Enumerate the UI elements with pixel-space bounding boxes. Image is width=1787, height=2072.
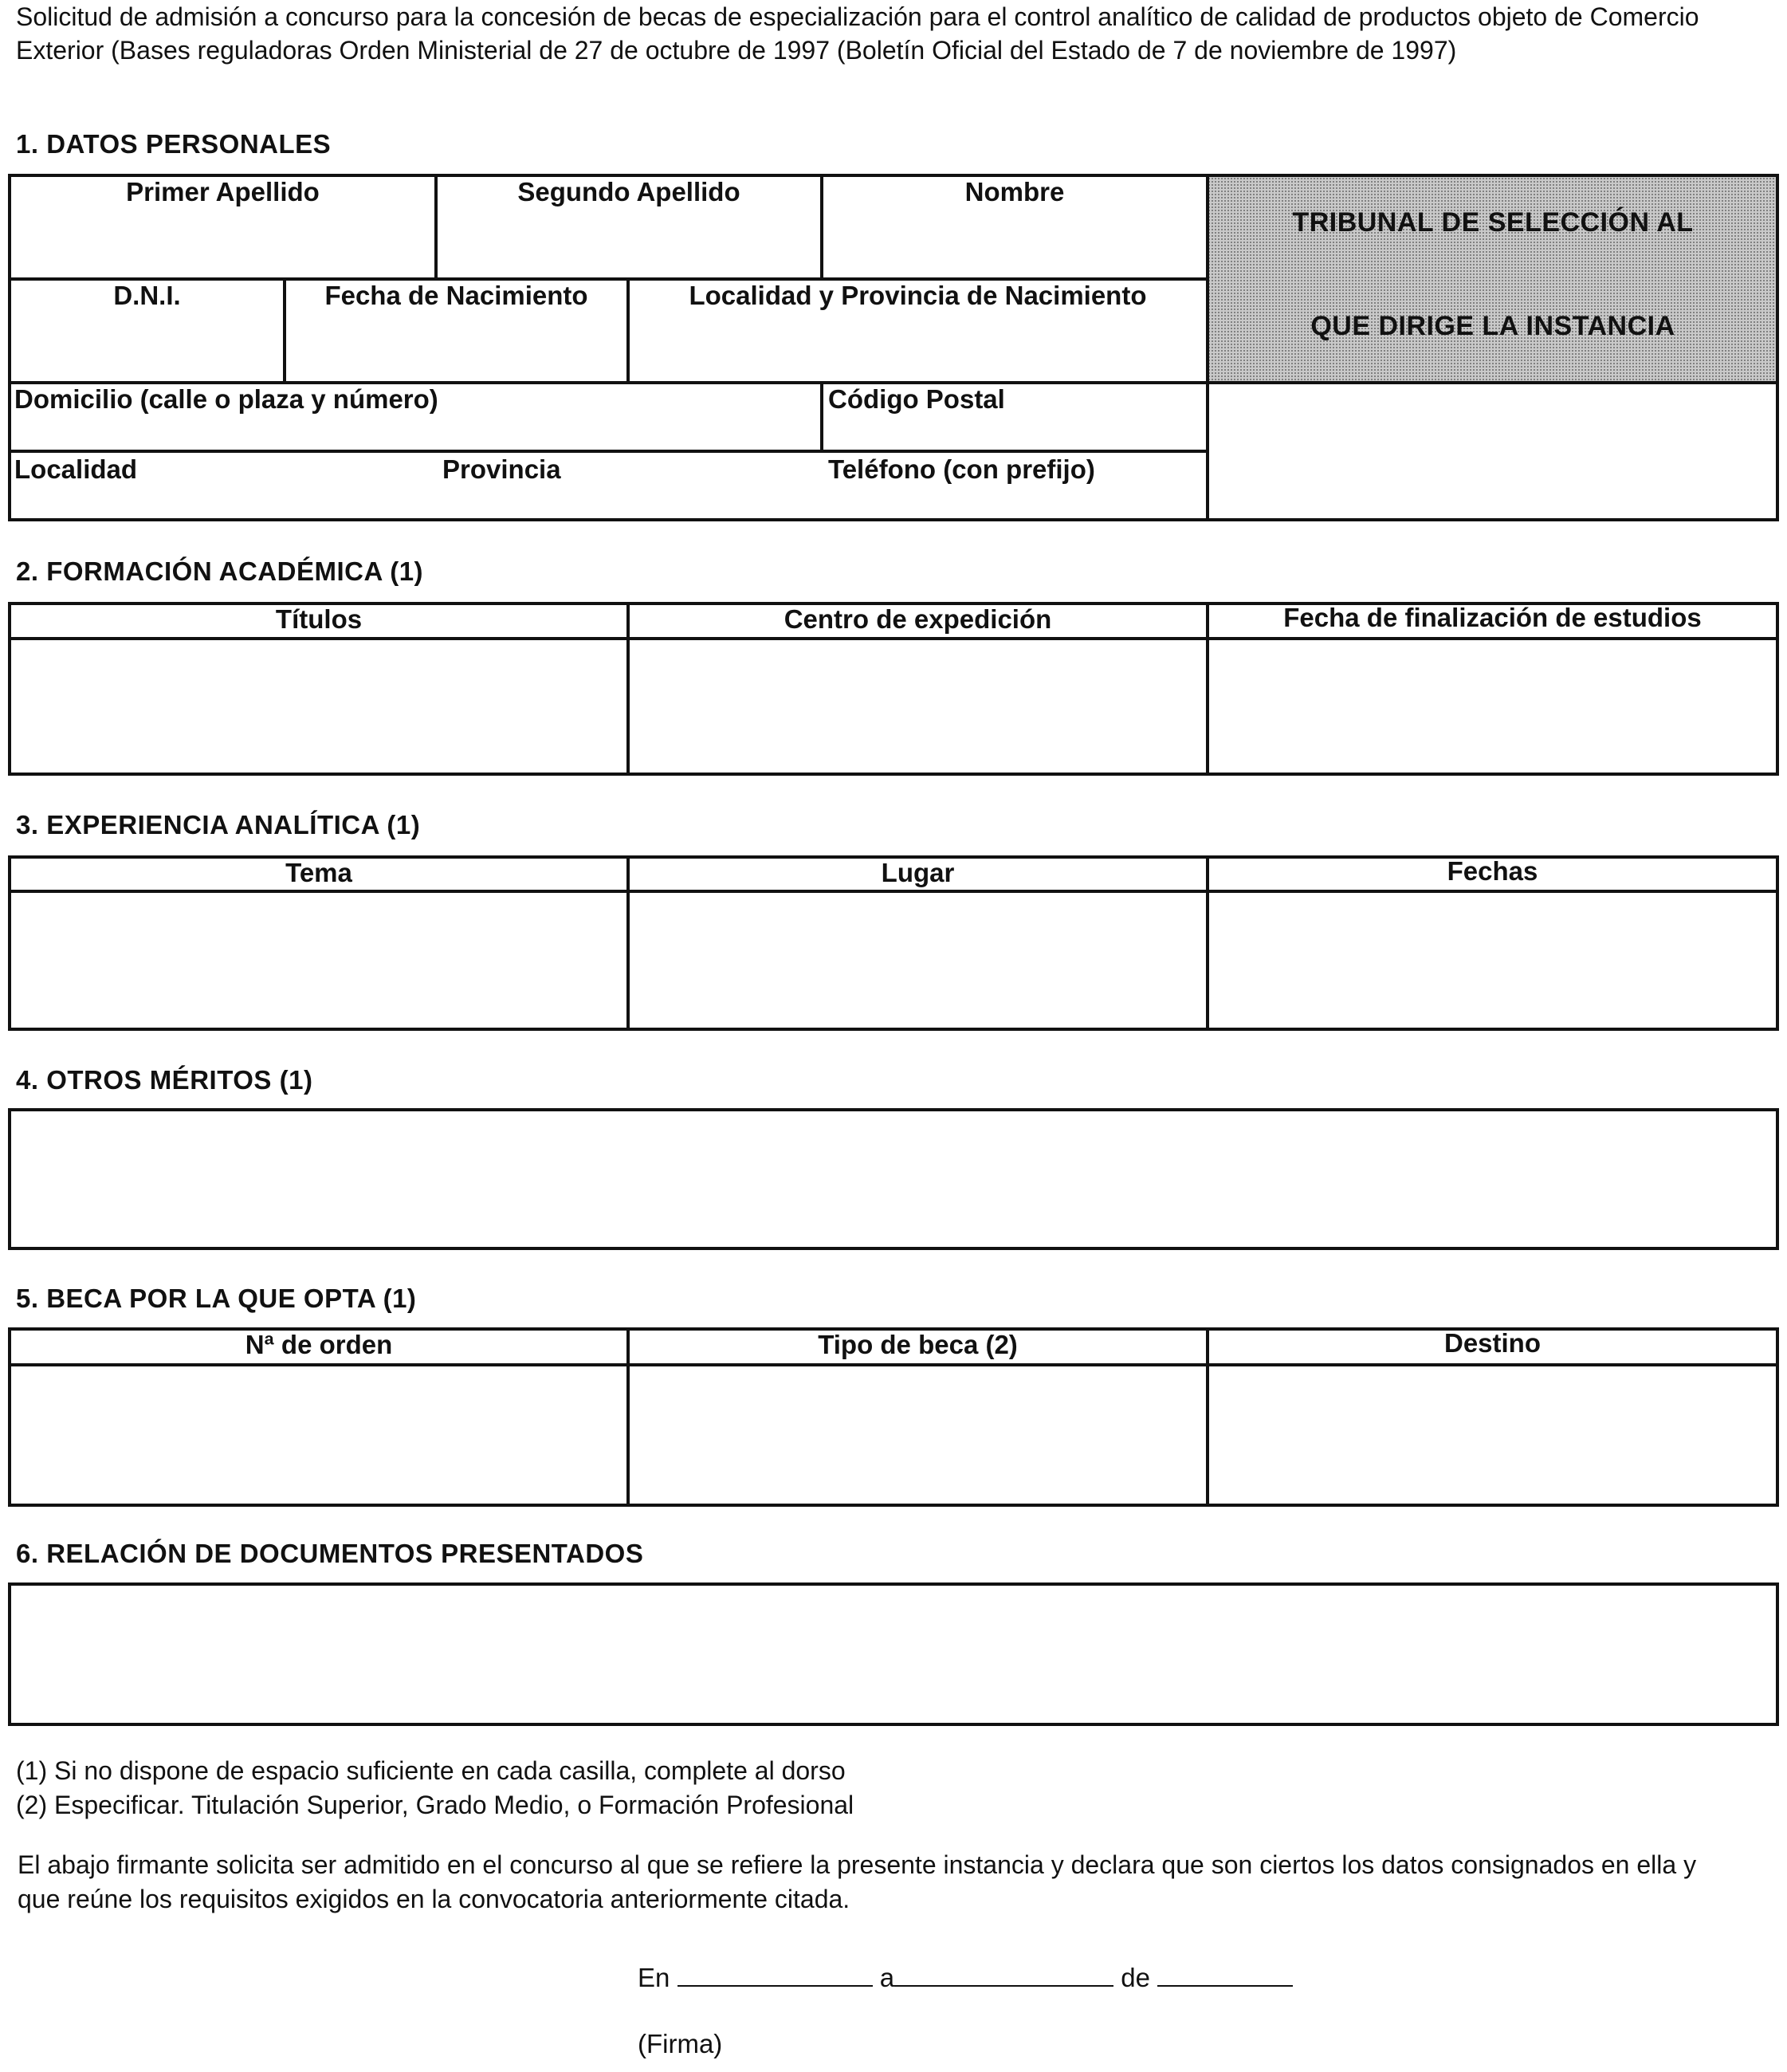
primer-apellido-label: Primer Apellido: [126, 177, 320, 206]
section-5-title: 5. BECA POR LA QUE OPTA (1): [16, 1284, 417, 1313]
section-6-title: 6. RELACIÓN DE DOCUMENTOS PRESENTADOS: [16, 1539, 644, 1568]
intro-text: Solicitud de admisión a concurso para la concesión de becas de especialización para el control analítico de calidad de productos objeto de Comercio Exterior (Bases reguladoras Orden Ministerial de 27 de octubre de 1997 (Boletín Oficial del Estado de 7 de noviembre de 1997): [16, 2, 1699, 65]
experience-col-lugar: Lugar: [881, 858, 955, 887]
provincia-label: Provincia: [442, 454, 561, 484]
section-3-title: 3. EXPERIENCIA ANALÍTICA (1): [16, 810, 421, 839]
section-2-title: 2. FORMACIÓN ACADÉMICA (1): [16, 556, 424, 586]
de-label: de: [1121, 1963, 1150, 1992]
tribunal-line-2: QUE DIRIGE LA INSTANCIA: [1310, 311, 1675, 341]
note-2: (2) Especificar. Titulación Superior, Grado Medio, o Formación Profesional: [16, 1791, 854, 1819]
nombre-label: Nombre: [964, 177, 1065, 206]
localidad-label: Localidad: [14, 454, 138, 484]
academic-col-centro: Centro de expedición: [784, 604, 1052, 634]
declaration-text: El abajo firmante solicita ser admitido en el concurso al que se refiere la presente instancia y declara que son ciertos los datos consignados en ella y que reúne los requisitos exigidos en la convocatoria anteriormente citada.: [18, 1850, 1697, 1913]
en-label: En: [638, 1963, 670, 1992]
month-blank[interactable]: [1157, 1961, 1293, 1987]
localidad-provincia-nacimiento-label: Localidad y Provincia de Nacimiento: [689, 281, 1147, 310]
academic-col-titulos: Títulos: [275, 604, 363, 634]
experience-col-tema: Tema: [285, 858, 352, 887]
section-4-title: 4. OTROS MÉRITOS (1): [16, 1065, 313, 1095]
beca-col-destino: Destino: [1443, 1328, 1541, 1358]
beca-col-tipo: Tipo de beca (2): [818, 1330, 1018, 1359]
fecha-nacimiento-label: Fecha de Nacimiento: [324, 281, 588, 310]
section-1-title: 1. DATOS PERSONALES: [16, 129, 332, 159]
day-blank[interactable]: [894, 1961, 1113, 1987]
segundo-apellido-label: Segundo Apellido: [517, 177, 740, 206]
codigo-postal-label: Código Postal: [828, 384, 1005, 414]
place-blank[interactable]: [677, 1961, 873, 1987]
documentos-box[interactable]: [8, 1583, 1779, 1726]
academic-col-fecha: Fecha de finalización de estudios: [1283, 603, 1702, 632]
a-label: a: [879, 1963, 895, 1992]
firma-label: (Firma): [638, 2029, 723, 2058]
tribunal-line-1: TRIBUNAL DE SELECCIÓN AL: [1292, 207, 1694, 238]
beca-col-orden: Nª de orden: [245, 1330, 393, 1359]
dni-label: D.N.I.: [113, 281, 181, 310]
note-1: (1) Si no dispone de espacio suficiente en cada casilla, complete al dorso: [16, 1756, 846, 1785]
domicilio-label: Domicilio (calle o plaza y número): [14, 384, 438, 414]
telefono-label: Teléfono (con prefijo): [828, 454, 1095, 484]
experience-col-fechas: Fechas: [1447, 856, 1538, 886]
signature-place-date: [638, 1961, 1293, 1993]
otros-meritos-box[interactable]: [8, 1108, 1779, 1250]
